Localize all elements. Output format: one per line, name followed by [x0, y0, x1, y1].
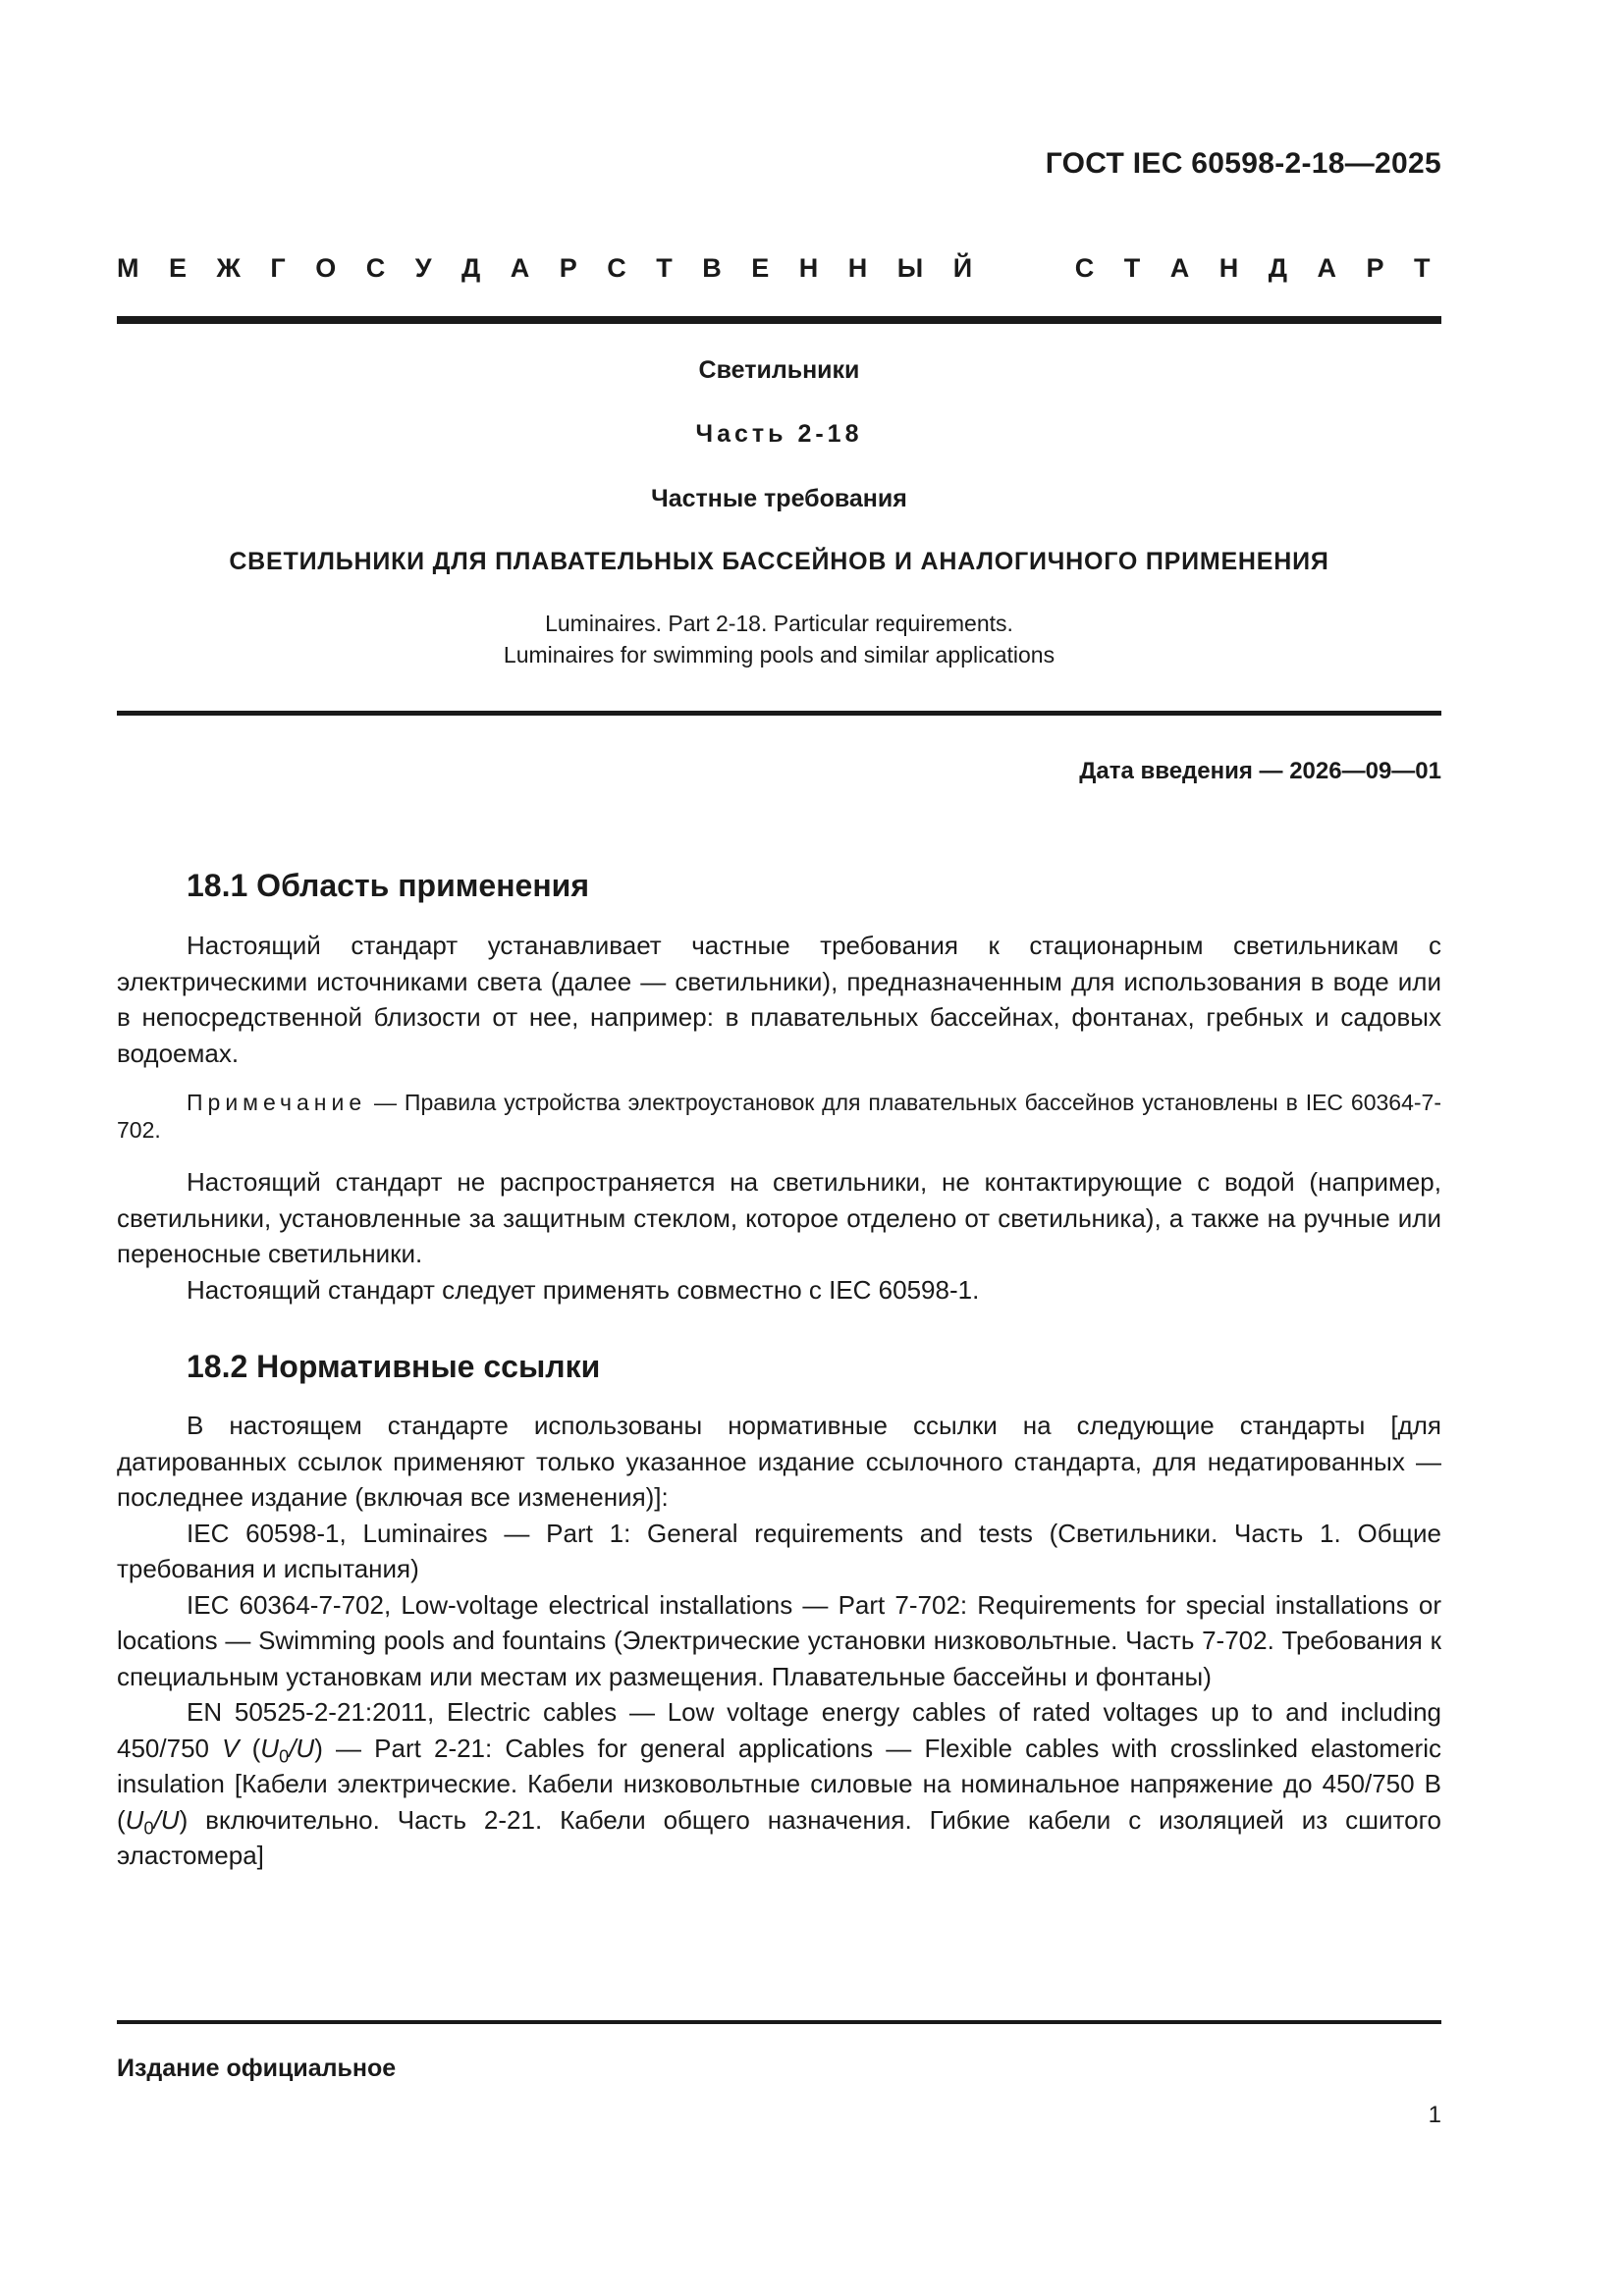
title-line-2: Часть 2-18: [695, 420, 863, 448]
reference-text: ) — Part 2-21: Cables for general applications — Flexible cables with crosslinked elastomeric insulation [Кабели электрические. Кабели низковольтные силовые на номинальное напряжение до 450/750 В (: [117, 1733, 1441, 1835]
page-number: 1: [1428, 2102, 1441, 2128]
intro-date: Дата введения — 2026—09—01: [1079, 758, 1441, 784]
note-label: Примечание: [187, 1090, 367, 1115]
reference-text: EN 50525-2-21:2011, Electric cables — Low voltage energy cables of rated voltages up to and including 450/750: [117, 1697, 1441, 1763]
title-rule: [117, 711, 1441, 716]
section-heading-18-2: 18.2 Нормативные ссылки: [187, 1349, 601, 1384]
standard-kind-word-standard: С Т А Н Д А Р Т: [1074, 253, 1441, 283]
reference-symbol: U: [260, 1733, 280, 1763]
reference-text: ) включительно. Часть 2-21. Кабели общего назначения. Гибкие кабели с изоляцией из сшитого эластомера]: [117, 1804, 1441, 1870]
reference-text: (: [239, 1733, 261, 1763]
paragraph: Настоящий стандарт следует применять совместно с IEC 60598-1.: [187, 1274, 980, 1305]
note-paragraph: [117, 1089, 1441, 1144]
reference-item: [117, 1694, 1441, 1874]
section-18-1-para-2: [117, 1164, 1441, 1308]
note-text: — Правила устройства электроустановок для плавательных бассейнов установлены в IEC 60364-7-702.: [117, 1090, 1441, 1143]
standard-kind: [117, 253, 1441, 284]
header-rule: [117, 316, 1441, 324]
reference-item: IEC 60364-7-702, Low-voltage electrical installations — Part 7-702: Requirements for special installations or locations — Swimming pools and fountains (Электрические установки низковольтные. Часть 7-702. Требования к специальным установкам или местам их размещения. Плавательные бассейны и фонтаны): [117, 1589, 1441, 1691]
title-line-1: Светильники: [698, 356, 860, 384]
reference-symbol: /U: [289, 1733, 315, 1763]
reference-subscript: 0: [143, 1817, 154, 1838]
title-line-3: Частные требования: [651, 485, 907, 512]
paragraph: Настоящий стандарт устанавливает частные требования к стационарным светильникам с электрическими источниками света (далее — светильники), предназначенным для использования в воде или в непосредственной близости от нее, например: в плавательных бассейнах, фонтанах, гребных и садовых водоемах.: [117, 931, 1441, 1068]
title-english-line-2: Luminaires for swimming pools and similar applications: [503, 642, 1056, 667]
standard-kind-word-interstate: М Е Ж Г О С У Д А Р С Т В Е Н Н Ы Й: [117, 253, 984, 283]
reference-symbol: U: [125, 1804, 144, 1835]
paragraph: Настоящий стандарт не распространяется на светильники, не контактирующие с водой (например, светильники, установленные за защитным стеклом, которое отделено от светильника), а также на ручные или переносные светильники.: [117, 1167, 1441, 1268]
footer-rule: [117, 2020, 1441, 2024]
official-edition: Издание официальное: [117, 2055, 397, 2082]
reference-symbol: V: [222, 1733, 240, 1763]
title-main: СВЕТИЛЬНИКИ ДЛЯ ПЛАВАТЕЛЬНЫХ БАССЕЙНОВ И АНАЛОГИЧНОГО ПРИМЕНЕНИЯ: [229, 548, 1329, 575]
document-page: [117, 0, 1441, 2296]
reference-symbol: /U: [153, 1804, 180, 1835]
section-18-1-para-1: [117, 928, 1441, 1071]
reference-subscript: 0: [279, 1745, 290, 1766]
section-heading-18-1: 18.1 Область применения: [187, 868, 589, 903]
note: [117, 1089, 1441, 1144]
paragraph: В настоящем стандарте использованы нормативные ссылки на следующие стандарты [для датированных ссылок применяют только указанное издание ссылочного стандарта, для недатированных — последнее издание (включая все изменения)]:: [117, 1411, 1441, 1512]
standard-code: ГОСТ IEC 60598-2-18—2025: [1045, 147, 1441, 180]
reference-item: IEC 60598-1, Luminaires — Part 1: General requirements and tests (Светильники. Часть 1. Общие требования и испытания): [117, 1518, 1441, 1583]
title-english-line-1: Luminaires. Part 2-18. Particular requirements.: [545, 611, 1013, 636]
section-18-2-body: [117, 1408, 1441, 1874]
